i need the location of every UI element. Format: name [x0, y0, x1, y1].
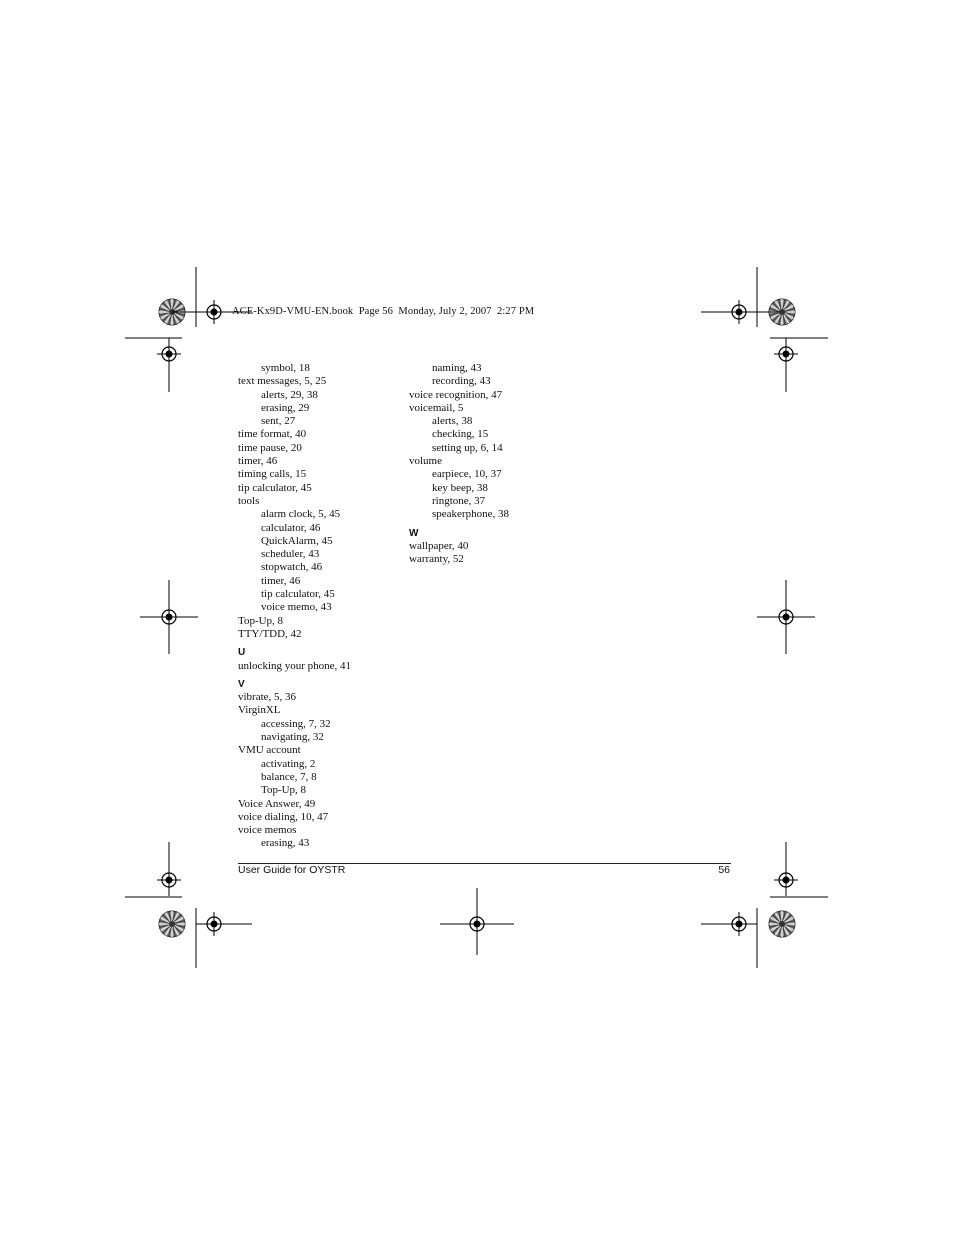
index-entry: volume — [409, 455, 442, 468]
footer-page-number: 56 — [718, 864, 730, 876]
index-subentry: voice memo, 43 — [261, 601, 332, 614]
index-subentry: recording, 43 — [432, 375, 491, 388]
index-entry: VMU account — [238, 744, 301, 757]
slug-line: ACE-Kx9D-VMU-EN.book Page 56 Monday, July 2, 2007 2:27 PM — [232, 306, 535, 317]
index-letter-heading: V — [238, 678, 245, 690]
index-entry: voice recognition, 47 — [409, 388, 503, 401]
index-letter-heading: U — [238, 647, 246, 659]
index-subentry: speakerphone, 38 — [432, 508, 509, 521]
index-entry: time pause, 20 — [238, 441, 302, 454]
index-subentry: tip calculator, 45 — [261, 588, 335, 601]
index-entry: timer, 46 — [238, 455, 278, 468]
index-subentry: earpiece, 10, 37 — [432, 468, 502, 481]
index-subentry: ringtone, 37 — [432, 494, 486, 507]
index-subentry: alarm clock, 5, 45 — [261, 508, 341, 521]
index-entry: text messages, 5, 25 — [238, 375, 327, 388]
index-subentry: setting up, 6, 14 — [432, 441, 503, 454]
index-subentry: key beep, 38 — [432, 481, 488, 494]
index-entry: vibrate, 5, 36 — [238, 691, 297, 704]
index-entry: tools — [238, 494, 260, 507]
index-entry: VirginXL — [238, 704, 281, 717]
star-center — [779, 921, 785, 927]
index-entry: voice memos — [238, 824, 297, 837]
index-subentry: checking, 15 — [432, 428, 489, 441]
index-entry: unlocking your phone, 41 — [238, 659, 352, 672]
index-subentry: Top-Up, 8 — [261, 784, 307, 797]
index-subentry: scheduler, 43 — [261, 548, 320, 561]
index-entry: warranty, 52 — [409, 553, 464, 566]
index-entry: Voice Answer, 49 — [238, 797, 316, 810]
index-column-left — [238, 362, 408, 851]
index-subentry: erasing, 43 — [261, 837, 310, 850]
index-entry: timing calls, 15 — [238, 468, 307, 481]
index-subentry: symbol, 18 — [261, 362, 310, 374]
index-subentry: erasing, 29 — [261, 401, 310, 414]
index-entry: time format, 40 — [238, 428, 307, 441]
index-column-right — [409, 362, 579, 566]
index-subentry: naming, 43 — [432, 362, 482, 374]
index-entry: voice dialing, 10, 47 — [238, 810, 329, 823]
index-entry: tip calculator, 45 — [238, 481, 312, 494]
index-subentry: QuickAlarm, 45 — [261, 534, 333, 547]
index-subentry: alerts, 29, 38 — [261, 388, 318, 401]
index-entry: TTY/TDD, 42 — [238, 627, 302, 640]
index-subentry: timer, 46 — [261, 574, 301, 587]
index-entry: wallpaper, 40 — [409, 539, 469, 552]
index-subentry: stopwatch, 46 — [261, 561, 323, 574]
index-subentry: navigating, 32 — [261, 731, 324, 744]
index-subentry: sent, 27 — [261, 415, 296, 428]
index-subentry: calculator, 46 — [261, 521, 321, 534]
index-subentry: balance, 7, 8 — [261, 770, 317, 783]
index-subentry: accessing, 7, 32 — [261, 717, 331, 730]
index-letter-heading: W — [409, 527, 419, 539]
footer-guide-title: User Guide for OYSTR — [238, 864, 346, 876]
index-entry: voicemail, 5 — [409, 401, 464, 414]
index-entry: Top-Up, 8 — [238, 614, 284, 627]
star-center — [169, 921, 175, 927]
index-subentry: activating, 2 — [261, 757, 316, 770]
index-subentry: alerts, 38 — [432, 415, 473, 428]
